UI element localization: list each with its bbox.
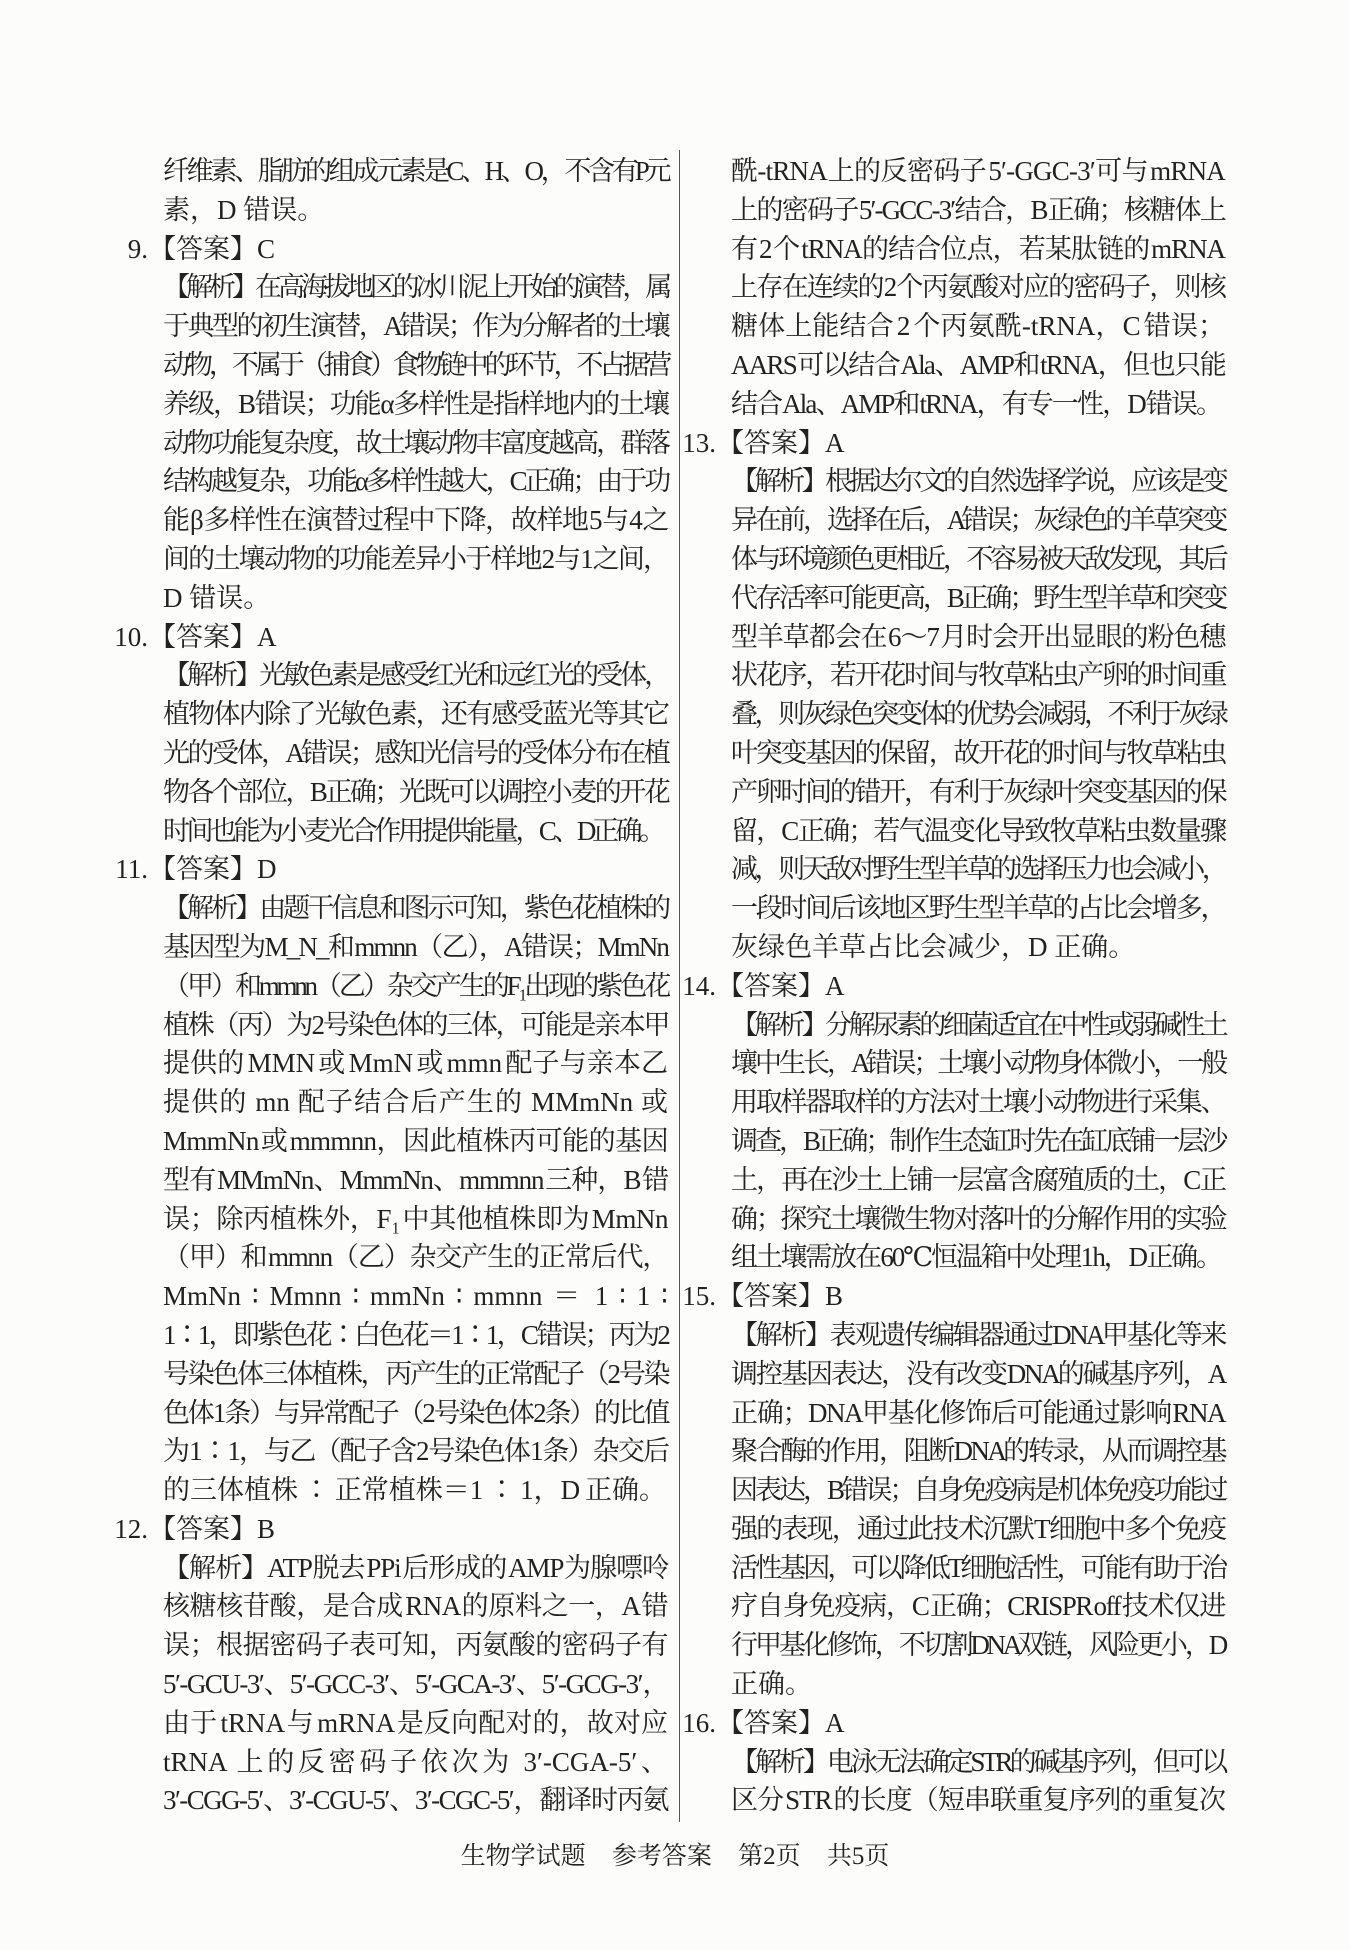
text-line: 壤中生长，A 错误；土壤小动物身体微小，一般: [731, 1048, 1225, 1079]
text-line: 用取样器取样的方法对土壤小动物进行采集、: [731, 1087, 1225, 1118]
text-line: 确；探究土壤微生物对落叶的分解作用的实验: [731, 1203, 1225, 1234]
text-line: 植物体内除了光敏色素，还有感受蓝光等其它: [163, 699, 668, 730]
text-line: 强的表现，通过此技术沉默 T 细胞中多个免疫: [731, 1513, 1225, 1544]
text-line: 核糖核苷酸，是合成 RNA 的原料之一，A 错: [163, 1591, 668, 1622]
text-line: 正确。: [731, 1669, 812, 1700]
footer-doc-type: 参考答案: [611, 1843, 712, 1870]
answer-text: 【答案】D: [149, 854, 277, 885]
text-line: 的三体植株 ∶ 正常植株＝1 ∶ 1，D 正确。: [163, 1475, 666, 1506]
text-line: 动物功能复杂度，故土壤动物丰富度越高，群落: [163, 427, 668, 458]
question-number: 12.: [114, 1513, 148, 1544]
text-line: 一段时间后该地区野生型羊草的占比会增多，: [731, 893, 1225, 924]
text-line: （甲）和 mmnn（乙）杂交产生的 F₁ 出现的紫色花: [163, 970, 668, 1001]
column-divider: [679, 150, 680, 1822]
text-line: 结合 Ala、AMP 和 tRNA，有专一性，D 错误。: [731, 388, 1222, 419]
text-line: 有 2 个 tRNA 的结合位点，若某肽链的 mRNA: [731, 233, 1225, 264]
answer-text: 【答案】A: [717, 970, 845, 1001]
text-line: 上的密码子 5′-GCC-3′结合，B 正确；核糖体上: [731, 194, 1225, 225]
footer-page-number: 第2页: [738, 1843, 801, 1870]
text-line: 行甲基化修饰，不切割 DNA 双链，风险更小，D: [731, 1630, 1225, 1661]
text-line: 代存活率可能更高，B 正确；野生型羊草和突变: [731, 582, 1225, 613]
text-line: 提供的 MMN 或 MmN 或 mmn 配子与亲本乙: [163, 1048, 668, 1079]
text-line: 酰-tRNA 上的反密码子 5′-GGC-3′可与 mRNA: [731, 156, 1225, 186]
answer-line: [682, 1704, 1225, 1743]
text-line: 间的土壤动物的功能差异小于样地 2 与 1 之间，: [163, 543, 668, 574]
answer-text: 【答案】B: [717, 1281, 844, 1312]
text-line: 基因型为M_N_和 mmnn（乙），A 错误；MmNn: [163, 931, 668, 962]
text-line: 疗自身免疫病，C 正确；CRISPR off 技术仅进: [731, 1591, 1225, 1622]
text-line: tRNA 上的反密码子依次为 3′-CGA-5′、: [163, 1746, 668, 1777]
text-line: 区分 STR 的长度（短串联重复序列的重复次: [731, 1785, 1225, 1816]
text-line: （甲）和 mmnn（乙）杂交产生的正常后代，: [163, 1242, 668, 1273]
text-line: 活性基因，可以降低 T 细胞活性，可能有助于治: [731, 1552, 1225, 1583]
text-line: 素，D 错误。: [163, 194, 325, 225]
text-line: 3′-CGG-5′、3′-CGU-5′、3′-CGC-5′，翻译时丙氨: [163, 1785, 668, 1816]
text-line: 物各个部位，B 正确；光既可以调控小麦的开花: [163, 776, 668, 807]
answer-text: 【答案】A: [717, 1707, 845, 1738]
text-line: MmNn ∶ Mmnn ∶ mmNn ∶ mmnn ＝ 1 ∶ 1 ∶: [163, 1281, 668, 1312]
footer-subject: 生物学试题: [460, 1843, 586, 1870]
text-line: 【解析】光敏色素是感受红光和远红光的受体，: [163, 660, 668, 691]
footer-page-total: 共5页: [826, 1843, 890, 1870]
text-line: 【解析】由题干信息和图示可知，紫色花植株的: [163, 893, 668, 924]
text-line: 聚合酶的作用，阻断 DNA 的转录，从而调控基: [731, 1436, 1225, 1467]
text-line: 调控基因表达，没有改变 DNA 的碱基序列，A: [731, 1358, 1225, 1389]
text-line: 植株（丙）为 2 号染色体的三体，可能是亲本甲: [163, 1009, 668, 1040]
text-line: 减，则天敌对野生型羊草的选择压力也会减小，: [731, 854, 1225, 885]
question-number: 11.: [115, 854, 148, 885]
text-line: 【解析】在高海拔地区的冰川泥上开始的演替，属: [163, 272, 668, 303]
answer-line: [114, 1510, 668, 1549]
text-line: 糖体上能结合 2 个丙氨酰-tRNA，C 错误；: [731, 311, 1225, 342]
question-number: 10.: [114, 621, 148, 652]
answer-line: [114, 618, 668, 657]
text-line: 号染色体三体植株，丙产生的正常配子（2 号染: [163, 1358, 668, 1389]
text-line: 色体 1 条）与异常配子（2 号染色体 2 条）的比值: [163, 1397, 668, 1428]
text-line: 误；根据密码子表可知，丙氨酸的密码子有: [163, 1630, 668, 1661]
text-line: 5′-GCU-3′、5′-GCC-3′、5′-GCA-3′、5′-GCG-3′，: [163, 1669, 668, 1700]
question-number: 13.: [682, 427, 716, 458]
text-line: 时间也能为小麦光合作用提供能量，C、D 正确。: [163, 815, 663, 846]
question-number: 9.: [127, 233, 148, 264]
text-line: 调查，B 正确；制作生态缸时先在缸底铺一层沙: [731, 1125, 1225, 1156]
text-line: 【解析】ATP 脱去 PPi 后形成的 AMP 为腺嘌呤: [163, 1552, 668, 1583]
answer-text: 【答案】A: [149, 621, 277, 652]
text-line: 因表达，B 错误；自身免疫病是机体免疫功能过: [731, 1475, 1225, 1506]
text-line: 异在前，选择在后，A 错误；灰绿色的羊草突变: [731, 505, 1225, 536]
text-line: 上存在连续的 2 个丙氨酸对应的密码子，则核: [731, 272, 1225, 303]
text-line: 【解析】表观遗传编辑器通过 DNA 甲基化等来: [731, 1319, 1225, 1350]
text-line: 留，C 正确；若气温变化导致牧草粘虫数量骤: [731, 815, 1225, 846]
answer-text: 【答案】B: [149, 1513, 276, 1544]
right-column: [682, 152, 1225, 1820]
text-line: 组土壤需放在 60℃恒温箱中处理 1 h，D 正确。: [731, 1242, 1221, 1273]
text-line: 由于 tRNA 与 mRNA 是反向配对的，故对应: [163, 1707, 668, 1738]
text-line: 体与环境颜色更相近，不容易被天敌发现，其后: [731, 543, 1225, 574]
text-line: 【解析】分解尿素的细菌适宜在中性或弱碱性土: [731, 1009, 1225, 1040]
text-line: 1 ∶ 1，即紫色花 ∶ 白色花＝1 ∶ 1，C 错误；丙为 2: [163, 1319, 668, 1350]
text-line: 【解析】电泳无法确定 STR 的碱基序列，但可以: [731, 1746, 1225, 1777]
text-line: 正确；DNA 甲基化修饰后可能通过影响 RNA: [731, 1397, 1225, 1428]
text-line: MmmNn 或 mmmnn，因此植株丙可能的基因: [163, 1125, 668, 1156]
text-line: 土，再在沙土上铺一层富含腐殖质的土，C 正: [731, 1164, 1225, 1195]
text-line: 叠，则灰绿色突变体的优势会减弱，不利于灰绿: [731, 699, 1225, 730]
text-line: AARS 可以结合 Ala、AMP 和 tRNA，但也只能: [731, 349, 1225, 380]
text-line: 型羊草都会在 6～7 月时会开出显眼的粉色穗: [731, 621, 1225, 652]
answer-text: 【答案】A: [717, 427, 845, 458]
text-line: 提供的 mn 配子结合后产生的 MMmNn 或: [163, 1087, 668, 1118]
question-number: 15.: [682, 1281, 716, 1312]
answer-line: [682, 424, 1225, 463]
answer-text: 【答案】C: [149, 233, 276, 264]
answer-line: [682, 1277, 1225, 1316]
answer-line: [115, 850, 668, 889]
text-line: 养级，B 错误；功能 α 多样性是指样地内的土壤: [163, 388, 668, 419]
text-line: 能 β 多样性在演替过程中下降，故样地 5 与 4 之: [163, 505, 668, 536]
question-number: 16.: [682, 1707, 716, 1738]
text-line: 动物，不属于（捕食）食物链中的环节，不占据营: [163, 349, 668, 380]
question-number: 14.: [682, 970, 716, 1001]
text-line: 纤维素、脂肪的组成元素是 C、H、O，不含有 P 元: [163, 156, 668, 186]
text-line: 【解析】根据达尔文的自然选择学说，应该是变: [731, 466, 1225, 497]
text-line: 产卵时间的错开，有利于灰绿叶突变基因的保: [731, 776, 1225, 807]
left-column: [114, 152, 668, 1820]
page-footer: [0, 1840, 1350, 1874]
text-line: 误；除丙植株外，F₁ 中其他植株即为 MmNn: [163, 1203, 668, 1234]
text-line: 灰绿色羊草占比会减少，D 正确。: [731, 931, 1136, 962]
text-line: 为 1 ∶ 1，与乙（配子含 2 号染色体 1 条）杂交后: [163, 1436, 668, 1467]
text-line: 叶突变基因的保留，故开花的时间与牧草粘虫: [731, 737, 1225, 768]
answer-line: [127, 230, 668, 269]
text-line: 状花序，若开花时间与牧草粘虫产卵的时间重: [731, 660, 1225, 691]
text-line: D 错误。: [163, 582, 271, 613]
text-line: 结构越复杂，功能 α 多样性越大，C 正确；由于功: [163, 466, 668, 497]
answer-line: [682, 967, 1225, 1006]
text-line: 于典型的初生演替，A 错误；作为分解者的土壤: [163, 311, 668, 342]
text-line: 光的受体，A 错误；感知光信号的受体分布在植: [163, 737, 668, 768]
text-line: 型有 MMmNn、MmmNn、mmmnn 三种，B 错: [163, 1164, 668, 1195]
